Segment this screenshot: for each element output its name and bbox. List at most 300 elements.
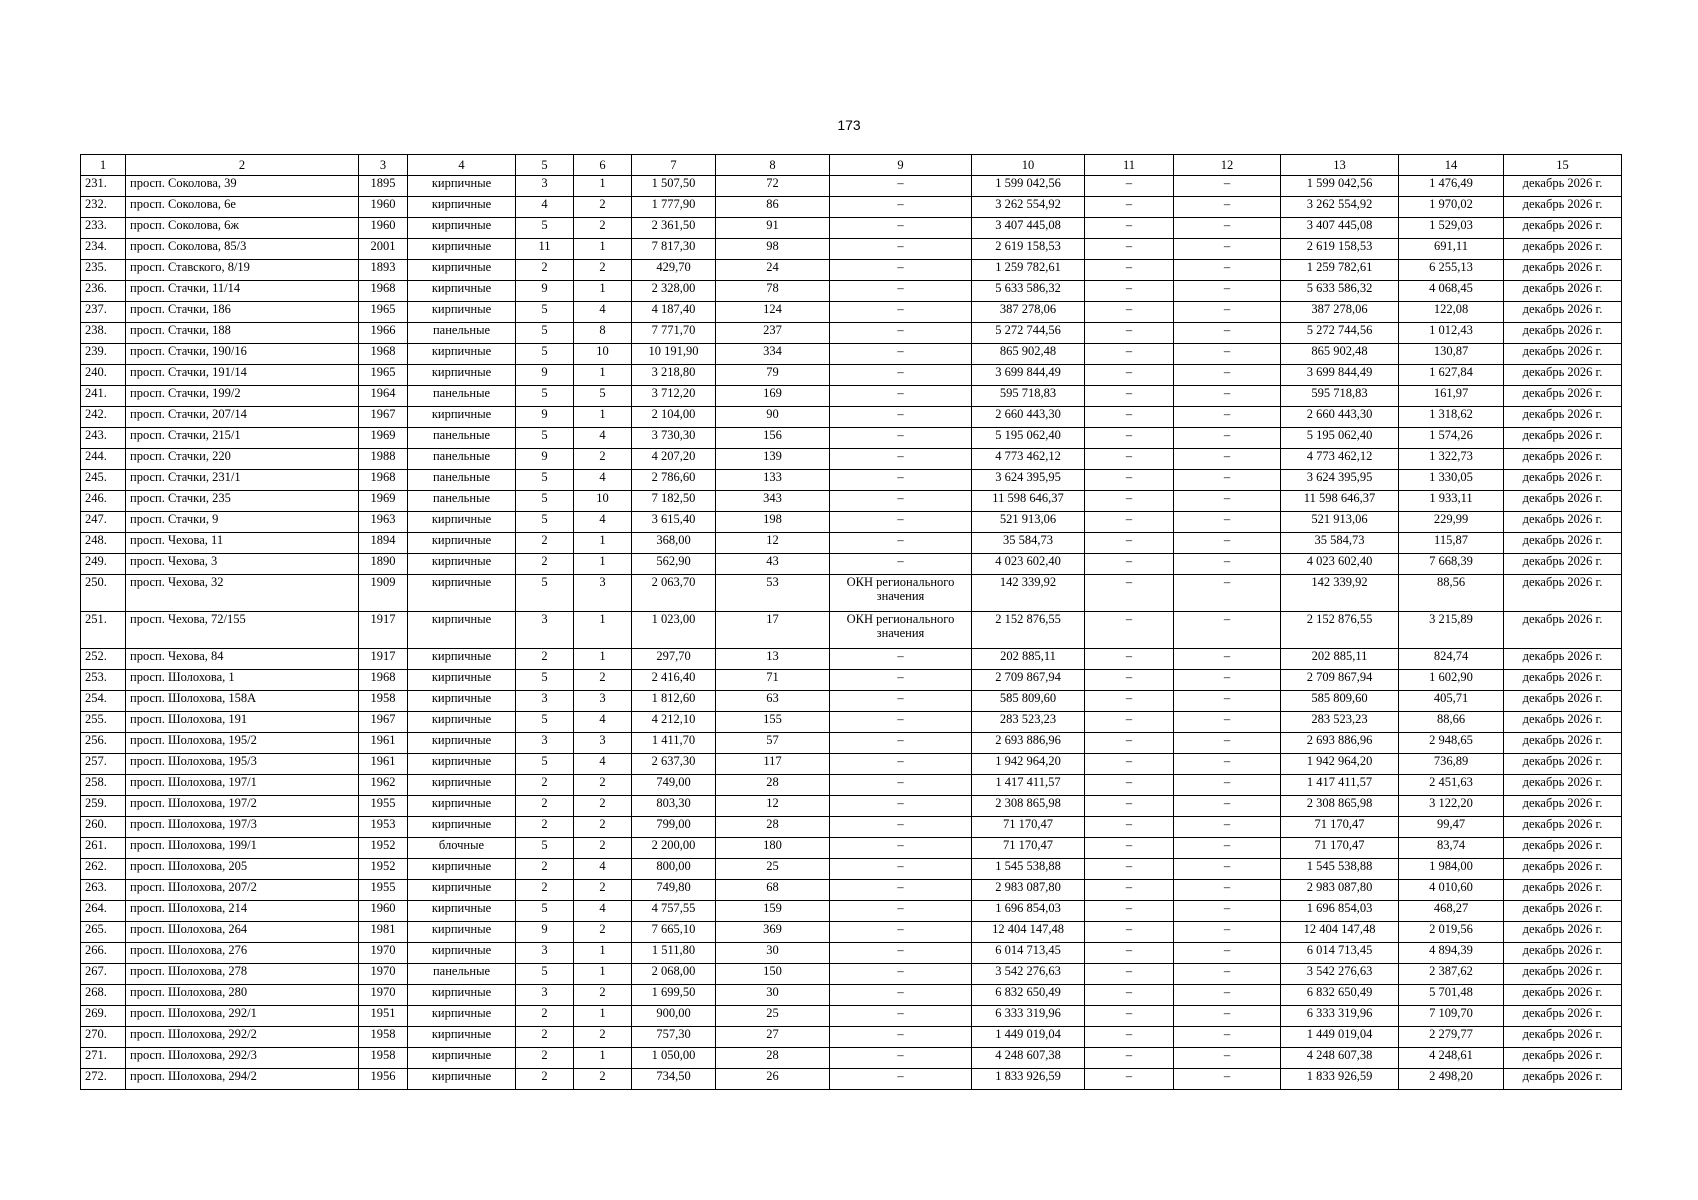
table-cell: 2 019,56 xyxy=(1399,922,1504,943)
table-cell: 4 894,39 xyxy=(1399,943,1504,964)
table-cell: – xyxy=(830,838,972,859)
table-cell: 4 xyxy=(574,470,632,491)
table-cell: 1 833 926,59 xyxy=(972,1069,1085,1090)
table-cell: 2 xyxy=(516,859,574,880)
table-cell: 2 693 886,96 xyxy=(972,733,1085,754)
table-cell: просп. Стачки, 186 xyxy=(126,302,359,323)
table-cell: 1 xyxy=(574,554,632,575)
table-cell: просп. Шолохова, 214 xyxy=(126,901,359,922)
table-cell: 1966 xyxy=(359,323,408,344)
table-cell: декабрь 2026 г. xyxy=(1504,985,1622,1006)
column-header: 11 xyxy=(1085,155,1174,176)
table-cell: просп. Шолохова, 207/2 xyxy=(126,880,359,901)
table-cell: – xyxy=(830,302,972,323)
table-cell: 1965 xyxy=(359,302,408,323)
table-cell: 35 584,73 xyxy=(1281,533,1399,554)
table-cell: – xyxy=(1085,775,1174,796)
table-cell: 1 574,26 xyxy=(1399,428,1504,449)
table-cell: 2 200,00 xyxy=(632,838,716,859)
table-row xyxy=(81,302,1622,323)
table-cell: 71 xyxy=(716,670,830,691)
table-cell: 2 152 876,55 xyxy=(972,612,1085,649)
table-cell: – xyxy=(1085,302,1174,323)
table-cell: 7 109,70 xyxy=(1399,1006,1504,1027)
table-cell: – xyxy=(1174,1048,1281,1069)
table-cell: 2 637,30 xyxy=(632,754,716,775)
table-cell: просп. Шолохова, 158А xyxy=(126,691,359,712)
table-cell: декабрь 2026 г. xyxy=(1504,775,1622,796)
table-cell: – xyxy=(1174,218,1281,239)
table-cell: просп. Шолохова, 292/3 xyxy=(126,1048,359,1069)
table-cell: – xyxy=(1174,1006,1281,1027)
table-cell: декабрь 2026 г. xyxy=(1504,428,1622,449)
table-cell: 1 xyxy=(574,1006,632,1027)
table-cell: кирпичные xyxy=(408,239,516,260)
table-cell: – xyxy=(830,428,972,449)
table-cell: кирпичные xyxy=(408,775,516,796)
table-cell: – xyxy=(1085,901,1174,922)
table-cell: 4 xyxy=(574,859,632,880)
table-cell: 2 983 087,80 xyxy=(972,880,1085,901)
table-cell: 3 542 276,63 xyxy=(1281,964,1399,985)
table-row xyxy=(81,428,1622,449)
table-cell: 133 xyxy=(716,470,830,491)
table-cell: – xyxy=(1174,964,1281,985)
table-cell: 2 xyxy=(574,775,632,796)
table-cell: – xyxy=(830,407,972,428)
table-cell: 2 xyxy=(516,649,574,670)
table-cell: 3 215,89 xyxy=(1399,612,1504,649)
table-cell: – xyxy=(1174,985,1281,1006)
table-cell: просп. Шолохова, 199/1 xyxy=(126,838,359,859)
table-cell: 25 xyxy=(716,859,830,880)
table-cell: 1 833 926,59 xyxy=(1281,1069,1399,1090)
table-cell: 1909 xyxy=(359,575,408,612)
table-cell: 1 xyxy=(574,964,632,985)
table-cell: декабрь 2026 г. xyxy=(1504,733,1622,754)
table-cell: 3 624 395,95 xyxy=(1281,470,1399,491)
table-cell: 5 xyxy=(516,712,574,733)
table-cell: кирпичные xyxy=(408,575,516,612)
table-cell: просп. Шолохова, 195/3 xyxy=(126,754,359,775)
table-cell: 5 xyxy=(516,218,574,239)
table-cell: 5 xyxy=(516,838,574,859)
table-cell: просп. Стачки, 11/14 xyxy=(126,281,359,302)
table-cell: – xyxy=(1085,1027,1174,1048)
table-cell: декабрь 2026 г. xyxy=(1504,365,1622,386)
table-cell: 749,00 xyxy=(632,775,716,796)
table-cell: – xyxy=(1085,817,1174,838)
table-cell: панельные xyxy=(408,491,516,512)
table-cell: 1 529,03 xyxy=(1399,218,1504,239)
table-cell: 4 010,60 xyxy=(1399,880,1504,901)
table-cell: 4 773 462,12 xyxy=(1281,449,1399,470)
table-cell: просп. Чехова, 72/155 xyxy=(126,612,359,649)
table-cell: 799,00 xyxy=(632,817,716,838)
table-cell: 1958 xyxy=(359,1048,408,1069)
table-cell: – xyxy=(1174,449,1281,470)
table-cell: 1 xyxy=(574,176,632,197)
table-cell: 268. xyxy=(81,985,126,1006)
table-row xyxy=(81,1006,1622,1027)
table-cell: декабрь 2026 г. xyxy=(1504,1006,1622,1027)
table-cell: панельные xyxy=(408,386,516,407)
table-cell: 6 014 713,45 xyxy=(972,943,1085,964)
table-cell: – xyxy=(830,512,972,533)
table-cell: – xyxy=(1174,344,1281,365)
table-cell: 2 xyxy=(516,1006,574,1027)
table-cell: 1 411,70 xyxy=(632,733,716,754)
table-cell: 2 068,00 xyxy=(632,964,716,985)
table-cell: 900,00 xyxy=(632,1006,716,1027)
table-cell: 6 333 319,96 xyxy=(972,1006,1085,1027)
table-cell: 3 xyxy=(574,691,632,712)
table-row xyxy=(81,491,1622,512)
column-header: 3 xyxy=(359,155,408,176)
table-cell: декабрь 2026 г. xyxy=(1504,1048,1622,1069)
table-cell: – xyxy=(830,964,972,985)
table-cell: ОКН регионального значения xyxy=(830,575,972,612)
table-cell: – xyxy=(1174,533,1281,554)
table-cell: 98 xyxy=(716,239,830,260)
table-row xyxy=(81,880,1622,901)
table-cell: просп. Шолохова, 264 xyxy=(126,922,359,943)
table-cell: кирпичные xyxy=(408,533,516,554)
table-cell: – xyxy=(1085,1048,1174,1069)
table-cell: декабрь 2026 г. xyxy=(1504,323,1622,344)
table-cell: кирпичные xyxy=(408,859,516,880)
table-cell: 6 255,13 xyxy=(1399,260,1504,281)
table-cell: 5 xyxy=(516,491,574,512)
table-cell: 261. xyxy=(81,838,126,859)
table-cell: просп. Стачки, 9 xyxy=(126,512,359,533)
table-cell: 155 xyxy=(716,712,830,733)
table-row xyxy=(81,344,1622,365)
table-cell: – xyxy=(1085,859,1174,880)
table-cell: 2 416,40 xyxy=(632,670,716,691)
table-cell: 405,71 xyxy=(1399,691,1504,712)
table-row xyxy=(81,512,1622,533)
table-cell: кирпичные xyxy=(408,407,516,428)
table-cell: 1 xyxy=(574,533,632,554)
table-cell: просп. Стачки, 188 xyxy=(126,323,359,344)
table-row xyxy=(81,691,1622,712)
table-cell: – xyxy=(1174,365,1281,386)
table-cell: 6 014 713,45 xyxy=(1281,943,1399,964)
table-cell: 5 195 062,40 xyxy=(972,428,1085,449)
table-cell: 595 718,83 xyxy=(972,386,1085,407)
table-cell: – xyxy=(1085,985,1174,1006)
table-cell: просп. Шолохова, 292/1 xyxy=(126,1006,359,1027)
table-cell: 35 584,73 xyxy=(972,533,1085,554)
table-cell: 369 xyxy=(716,922,830,943)
table-cell: – xyxy=(1085,796,1174,817)
table-cell: декабрь 2026 г. xyxy=(1504,817,1622,838)
table-cell: 3 699 844,49 xyxy=(1281,365,1399,386)
table-cell: – xyxy=(830,649,972,670)
table-cell: 429,70 xyxy=(632,260,716,281)
table-cell: 1953 xyxy=(359,817,408,838)
table-cell: 1960 xyxy=(359,901,408,922)
table-row xyxy=(81,922,1622,943)
table-cell: 78 xyxy=(716,281,830,302)
table-cell: 562,90 xyxy=(632,554,716,575)
table-cell: 232. xyxy=(81,197,126,218)
table-cell: декабрь 2026 г. xyxy=(1504,554,1622,575)
table-cell: 1988 xyxy=(359,449,408,470)
table-cell: 7 665,10 xyxy=(632,922,716,943)
table-cell: кирпичные xyxy=(408,712,516,733)
column-header: 8 xyxy=(716,155,830,176)
table-cell: кирпичные xyxy=(408,733,516,754)
table-cell: просп. Соколова, 6ж xyxy=(126,218,359,239)
table-row xyxy=(81,964,1622,985)
table-cell: – xyxy=(1174,1069,1281,1090)
table-cell: 1968 xyxy=(359,670,408,691)
table-cell: – xyxy=(830,197,972,218)
table-cell: – xyxy=(1085,649,1174,670)
table-cell: 253. xyxy=(81,670,126,691)
table-cell: 1893 xyxy=(359,260,408,281)
table-row xyxy=(81,901,1622,922)
table-cell: просп. Ставского, 8/19 xyxy=(126,260,359,281)
table-cell: 198 xyxy=(716,512,830,533)
table-cell: просп. Шолохова, 276 xyxy=(126,943,359,964)
column-header: 6 xyxy=(574,155,632,176)
table-cell: 5 xyxy=(516,670,574,691)
table-cell: 824,74 xyxy=(1399,649,1504,670)
table-cell: 57 xyxy=(716,733,830,754)
table-cell: – xyxy=(830,533,972,554)
table-cell: 1 417 411,57 xyxy=(1281,775,1399,796)
table-cell: 7 771,70 xyxy=(632,323,716,344)
table-cell: – xyxy=(830,449,972,470)
table-cell: декабрь 2026 г. xyxy=(1504,859,1622,880)
table-row xyxy=(81,365,1622,386)
table-cell: 12 xyxy=(716,796,830,817)
table-cell: – xyxy=(830,281,972,302)
table-cell: 88,56 xyxy=(1399,575,1504,612)
table-cell: 2 983 087,80 xyxy=(1281,880,1399,901)
table-cell: 1955 xyxy=(359,796,408,817)
table-cell: 202 885,11 xyxy=(972,649,1085,670)
table-cell: кирпичные xyxy=(408,512,516,533)
table-cell: – xyxy=(1174,386,1281,407)
table-cell: – xyxy=(1085,943,1174,964)
table-cell: декабрь 2026 г. xyxy=(1504,491,1622,512)
table-cell: – xyxy=(1174,197,1281,218)
table-cell: – xyxy=(1085,365,1174,386)
table-cell: 1 330,05 xyxy=(1399,470,1504,491)
table-cell: – xyxy=(830,943,972,964)
table-cell: 88,66 xyxy=(1399,712,1504,733)
table-cell: 2 709 867,94 xyxy=(972,670,1085,691)
table-cell: 231. xyxy=(81,176,126,197)
table-cell: 83,74 xyxy=(1399,838,1504,859)
table-cell: кирпичные xyxy=(408,612,516,649)
table-cell: 2 328,00 xyxy=(632,281,716,302)
table-cell: 5 xyxy=(516,575,574,612)
table-cell: 1 942 964,20 xyxy=(1281,754,1399,775)
table-cell: 5 xyxy=(516,470,574,491)
table-cell: – xyxy=(830,218,972,239)
table-cell: 3 xyxy=(516,985,574,1006)
table-cell: 1895 xyxy=(359,176,408,197)
table-cell: 2 xyxy=(516,260,574,281)
table-cell: 521 913,06 xyxy=(1281,512,1399,533)
table-cell: 115,87 xyxy=(1399,533,1504,554)
table-cell: – xyxy=(1085,323,1174,344)
table-cell: 2 104,00 xyxy=(632,407,716,428)
table-cell: 1965 xyxy=(359,365,408,386)
table-cell: просп. Шолохова, 1 xyxy=(126,670,359,691)
table-cell: 4 248,61 xyxy=(1399,1048,1504,1069)
table-cell: – xyxy=(1085,491,1174,512)
table-cell: 250. xyxy=(81,575,126,612)
table-cell: 267. xyxy=(81,964,126,985)
table-cell: – xyxy=(1174,512,1281,533)
table-cell: 7 668,39 xyxy=(1399,554,1504,575)
table-cell: кирпичные xyxy=(408,1006,516,1027)
table-cell: панельные xyxy=(408,470,516,491)
table-cell: 30 xyxy=(716,943,830,964)
table-cell: кирпичные xyxy=(408,985,516,1006)
table-cell: 6 333 319,96 xyxy=(1281,1006,1399,1027)
table-cell: 1968 xyxy=(359,281,408,302)
table-cell: 387 278,06 xyxy=(972,302,1085,323)
table-cell: 2 xyxy=(516,554,574,575)
table-cell: 265. xyxy=(81,922,126,943)
table-cell: декабрь 2026 г. xyxy=(1504,344,1622,365)
table-cell: 2 xyxy=(516,817,574,838)
table-cell: 595 718,83 xyxy=(1281,386,1399,407)
table-cell: 2 xyxy=(574,449,632,470)
table-cell: – xyxy=(1174,796,1281,817)
table-cell: – xyxy=(830,260,972,281)
table-cell: 240. xyxy=(81,365,126,386)
table-cell: – xyxy=(830,386,972,407)
table-cell: 5 xyxy=(516,386,574,407)
table-cell: 1 984,00 xyxy=(1399,859,1504,880)
table-row xyxy=(81,1069,1622,1090)
table-cell: 10 xyxy=(574,344,632,365)
column-header: 10 xyxy=(972,155,1085,176)
table-cell: просп. Стачки, 199/2 xyxy=(126,386,359,407)
table-cell: кирпичные xyxy=(408,218,516,239)
table-cell: – xyxy=(830,922,972,943)
table-cell: кирпичные xyxy=(408,1048,516,1069)
table-cell: 270. xyxy=(81,1027,126,1048)
table-cell: 256. xyxy=(81,733,126,754)
table-cell: 1 599 042,56 xyxy=(1281,176,1399,197)
table-cell: 130,87 xyxy=(1399,344,1504,365)
table-cell: 13 xyxy=(716,649,830,670)
table-cell: кирпичные xyxy=(408,1027,516,1048)
table-cell: 235. xyxy=(81,260,126,281)
table-cell: 5 xyxy=(516,302,574,323)
table-cell: 1 696 854,03 xyxy=(972,901,1085,922)
table-cell: 1 xyxy=(574,239,632,260)
table-cell: кирпичные xyxy=(408,197,516,218)
table-cell: 800,00 xyxy=(632,859,716,880)
table-cell: – xyxy=(1085,428,1174,449)
table-cell: – xyxy=(1085,554,1174,575)
table-cell: 247. xyxy=(81,512,126,533)
table-cell: – xyxy=(1085,197,1174,218)
table-cell: – xyxy=(1085,239,1174,260)
table-cell: просп. Шолохова, 280 xyxy=(126,985,359,1006)
housing-table xyxy=(80,154,1622,1090)
table-cell: 241. xyxy=(81,386,126,407)
table-cell: панельные xyxy=(408,323,516,344)
table-row xyxy=(81,554,1622,575)
table-cell: 79 xyxy=(716,365,830,386)
table-cell: – xyxy=(830,670,972,691)
table-cell: 3 xyxy=(516,176,574,197)
table-cell: декабрь 2026 г. xyxy=(1504,176,1622,197)
table-cell: 1 476,49 xyxy=(1399,176,1504,197)
table-cell: – xyxy=(1085,512,1174,533)
table-cell: 4 xyxy=(574,712,632,733)
table-cell: 2 063,70 xyxy=(632,575,716,612)
table-cell: 237 xyxy=(716,323,830,344)
table-cell: – xyxy=(1174,649,1281,670)
table-cell: – xyxy=(830,859,972,880)
table-row xyxy=(81,407,1622,428)
table-cell: 1960 xyxy=(359,218,408,239)
table-cell: 803,30 xyxy=(632,796,716,817)
table-cell: 202 885,11 xyxy=(1281,649,1399,670)
table-cell: 11 598 646,37 xyxy=(1281,491,1399,512)
table-cell: – xyxy=(1085,691,1174,712)
table-cell: декабрь 2026 г. xyxy=(1504,386,1622,407)
table-cell: 585 809,60 xyxy=(972,691,1085,712)
table-cell: 5 701,48 xyxy=(1399,985,1504,1006)
table-cell: 122,08 xyxy=(1399,302,1504,323)
table-cell: 2 xyxy=(574,1069,632,1090)
table-cell: – xyxy=(830,323,972,344)
table-cell: 5 272 744,56 xyxy=(972,323,1085,344)
table-cell: 1963 xyxy=(359,512,408,533)
table-cell: – xyxy=(830,901,972,922)
table-cell: 180 xyxy=(716,838,830,859)
table-cell: 24 xyxy=(716,260,830,281)
table-cell: 521 913,06 xyxy=(972,512,1085,533)
table-cell: – xyxy=(1174,880,1281,901)
table-cell: 4 248 607,38 xyxy=(972,1048,1085,1069)
table-cell: 4 207,20 xyxy=(632,449,716,470)
table-cell: – xyxy=(1174,260,1281,281)
table-cell: декабрь 2026 г. xyxy=(1504,943,1622,964)
table-cell: 2 619 158,53 xyxy=(1281,239,1399,260)
table-cell: 161,97 xyxy=(1399,386,1504,407)
table-cell: кирпичные xyxy=(408,302,516,323)
table-cell: 4 212,10 xyxy=(632,712,716,733)
table-cell: 254. xyxy=(81,691,126,712)
table-cell: – xyxy=(830,733,972,754)
table-cell: 260. xyxy=(81,817,126,838)
table-cell: декабрь 2026 г. xyxy=(1504,649,1622,670)
table-cell: 266. xyxy=(81,943,126,964)
table-row xyxy=(81,796,1622,817)
table-cell: просп. Стачки, 207/14 xyxy=(126,407,359,428)
table-cell: 6 832 650,49 xyxy=(1281,985,1399,1006)
table-cell: 142 339,92 xyxy=(1281,575,1399,612)
table-cell: – xyxy=(1085,754,1174,775)
table-cell: 283 523,23 xyxy=(972,712,1085,733)
table-cell: 343 xyxy=(716,491,830,512)
table-cell: 1952 xyxy=(359,838,408,859)
